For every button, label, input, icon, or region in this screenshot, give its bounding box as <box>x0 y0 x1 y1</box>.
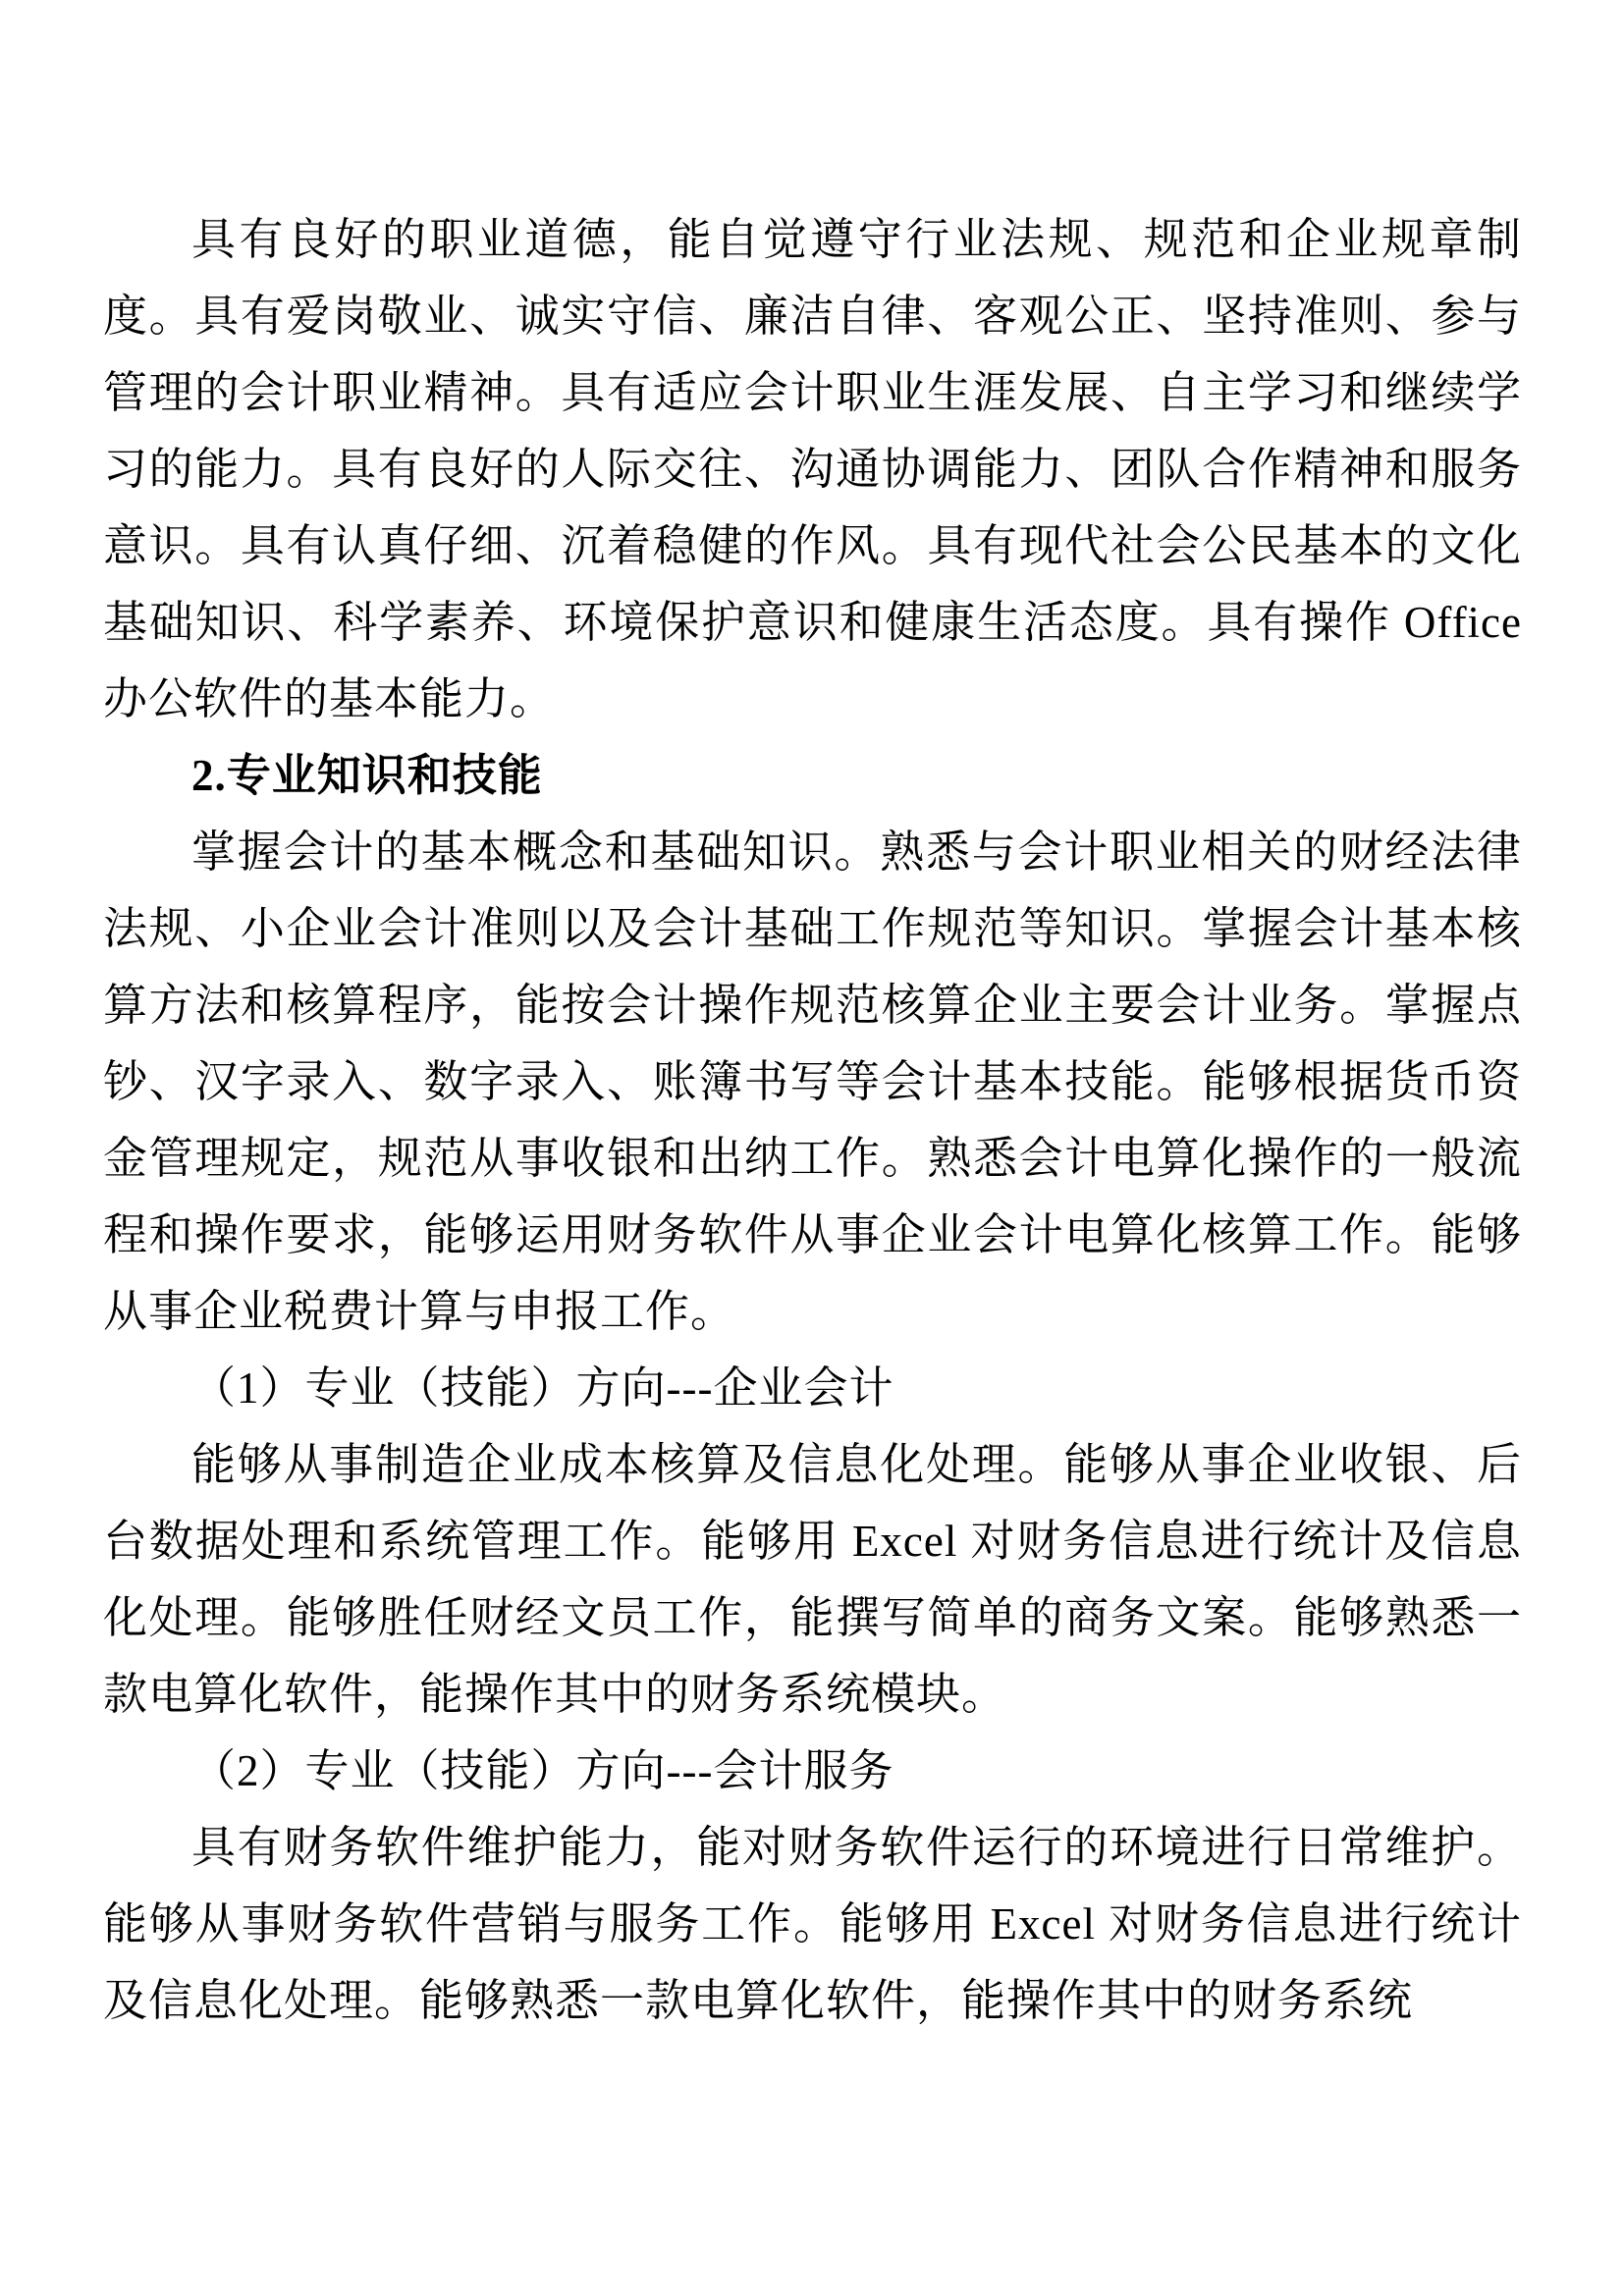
paragraph-accounting-service: 具有财务软件维护能力，能对财务软件运行的环境进行日常维护。能够从事财务软件营销与服务工作。能够用 Excel 对财务信息进行统计及信息化处理。能够熟悉一款电算化软件，能操作其中的财务系统 <box>103 1823 1522 2025</box>
subheading-direction-2-accounting-service: （2）专业（技能）方向---会计服务 <box>191 1746 894 1795</box>
paragraph-occupational-ethics: 具有良好的职业道德，能自觉遵守行业法规、规范和企业规章制度。具有爱岗敬业、诚实守信、廉洁自律、客观公正、坚持准则、参与管理的会计职业精神。具有适应会计职业生涯发展、自主学习和继续学习的能力。具有良好的人际交往、沟通协调能力、团队合作精神和服务意识。具有认真仔细、沉着稳健的作风。具有现代社会公民基本的文化基础知识、科学素养、环境保护意识和健康生活态度。具有操作 Office 办公软件的基本能力。 <box>103 215 1522 723</box>
subheading-direction-1-enterprise-accounting: （1）专业（技能）方向---企业会计 <box>191 1363 894 1413</box>
paragraph-professional-knowledge: 掌握会计的基本概念和基础知识。熟悉与会计职业相关的财经法律法规、小企业会计准则以及会计基础工作规范等知识。掌握会计基本核算方法和核算程序，能按会计操作规范核算企业主要会计业务。掌握点钞、汉字录入、数字录入、账簿书写等会计基本技能。能够根据货币资金管理规定，规范从事收银和出纳工作。熟悉会计电算化操作的一般流程和操作要求，能够运用财务软件从事企业会计电算化核算工作。能够从事企业税费计算与申报工作。 <box>103 828 1522 1336</box>
paragraph-enterprise-accounting: 能够从事制造企业成本核算及信息化处理。能够从事企业收银、后台数据处理和系统管理工作。能够用 Excel 对财务信息进行统计及信息化处理。能够胜任财经文员工作，能撰写简单的商务文案。能够熟悉一款电算化软件，能操作其中的财务系统模块。 <box>103 1440 1522 1719</box>
heading-professional-knowledge-and-skills: 2.专业知识和技能 <box>191 751 543 800</box>
